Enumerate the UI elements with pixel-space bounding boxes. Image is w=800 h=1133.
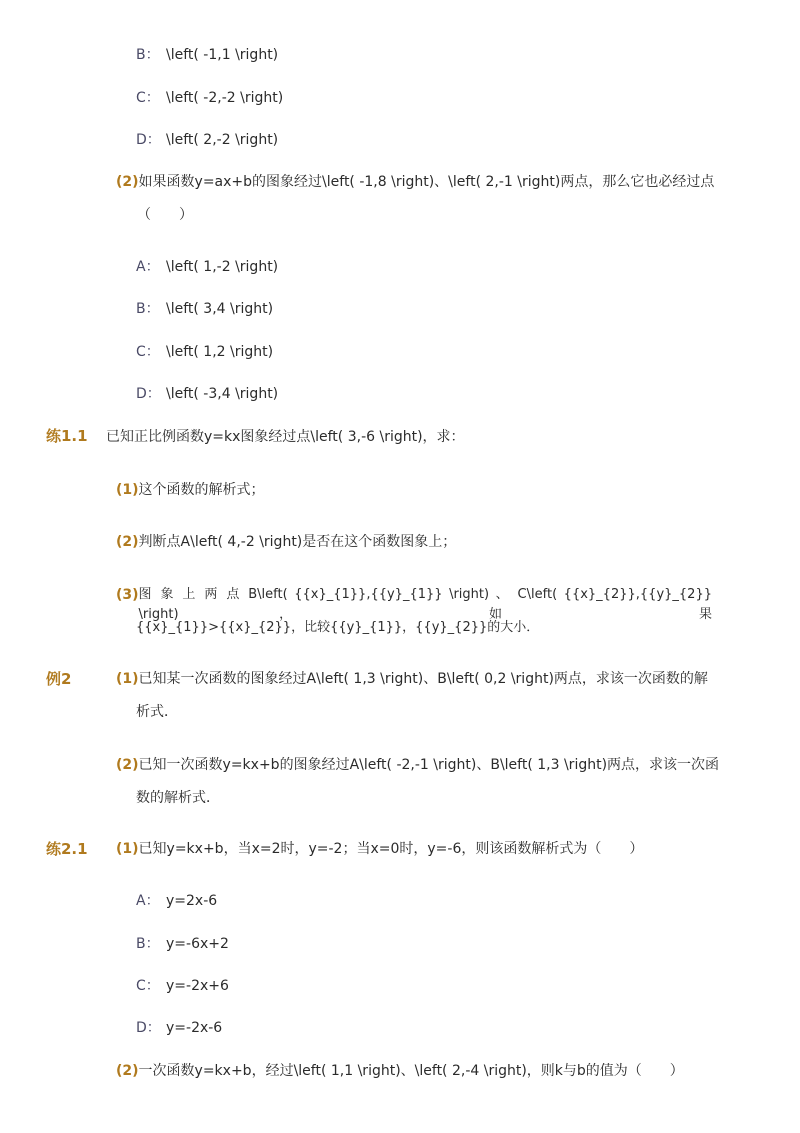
question-text-continued: 数的解析式． [136,790,220,806]
question-number: (2) [116,1063,139,1079]
option-text: y=-2x+6 [166,978,229,994]
option-letter: C： [136,344,160,360]
option-text: \left( -2,-2 \right) [166,90,284,106]
option-a [136,891,217,911]
question-number: (1) [116,671,139,687]
sub-question-2 [116,755,719,775]
question-text: 已知y=kx+b，当x=2时，y=-2；当x=0时，y=-6，则该函数解析式为（ ） [138,841,644,857]
example-label: 例2 [46,670,72,688]
question-text: 已知一次函数y=kx+b的图象经过A\left( -2,-1 \right)、B\left( 1,3 \right)两点，求该一次函 [138,757,720,773]
option-letter: D： [136,1020,161,1036]
option-letter: C： [136,978,160,994]
question-2 [116,1061,684,1081]
option-text: y=-6x+2 [166,936,229,952]
question-text: 如果函数y=ax+b的图象经过\left( -1,8 \right)、\left( 2,-1 \right)两点，那么它也必经过点 [138,174,715,190]
question-text: 已知某一次函数的图象经过A\left( 1,3 \right)、B\left( 0,2 \right)两点，求该一次函数的解 [138,671,708,687]
option-b [136,934,229,954]
option-b [136,299,273,319]
option-c [136,342,273,362]
option-text: y=-2x-6 [166,1020,223,1036]
question-number: (1) [116,482,139,498]
option-text: \left( 2,-2 \right) [166,132,279,148]
sub-question-1 [116,669,708,689]
option-letter: B： [136,936,160,952]
question-2 [116,172,714,192]
option-b [136,45,278,65]
exercise-stem: 已知正比例函数y=kx图象经过点\left( 3,-6 \right)，求： [106,429,465,445]
option-text: y=2x-6 [166,893,218,909]
option-c [136,88,283,108]
option-text: \left( 3,4 \right) [166,301,274,317]
option-d [136,1018,222,1038]
option-d [136,130,278,150]
option-letter: B： [136,47,160,63]
question-number: (2) [116,174,139,190]
question-1 [116,839,643,859]
option-letter: A： [136,893,160,909]
question-number: (2) [116,534,139,550]
sub-question-2 [116,532,456,552]
option-text: \left( 1,-2 \right) [166,259,279,275]
question-text-continued: 析式． [136,704,178,720]
question-text: 这个函数的解析式； [138,482,265,498]
option-letter: D： [136,132,161,148]
answer-blank: （ ） [137,207,193,223]
option-a [136,257,278,277]
exercise-label: 练2.1 [46,840,88,858]
option-text: \left( -3,4 \right) [166,386,279,402]
option-letter: D： [136,386,161,402]
option-letter: C： [136,90,160,106]
question-text: 判断点A\left( 4,-2 \right)是否在这个函数图象上； [138,534,457,550]
question-number: (2) [116,757,139,773]
exercise-label: 练1.1 [46,427,88,445]
question-number: (1) [116,841,139,857]
option-c [136,976,229,996]
question-text-continued: {{x}_{1}}>{{x}_{2}}，比较{{y}_{1}}，{{y}_{2}}的大小． [136,620,540,635]
option-d [136,384,278,404]
question-number: (3) [116,587,139,603]
option-letter: B： [136,301,160,317]
question-text: 一次函数y=kx+b，经过\left( 1,1 \right)、\left( 2,-4 \right)，则k与b的值为（ ） [138,1063,684,1079]
sub-question-1 [116,480,265,500]
option-text: \left( 1,2 \right) [166,344,274,360]
question-text: 图 象 上 两 点 B\left( {{x}_{1}},{{y}_{1}} \right) 、 C\left( {{x}_{2}},{{y}_{2}} \right) ， 如 果 [138,587,712,622]
option-text: \left( -1,1 \right) [166,47,279,63]
option-letter: A： [136,259,160,275]
